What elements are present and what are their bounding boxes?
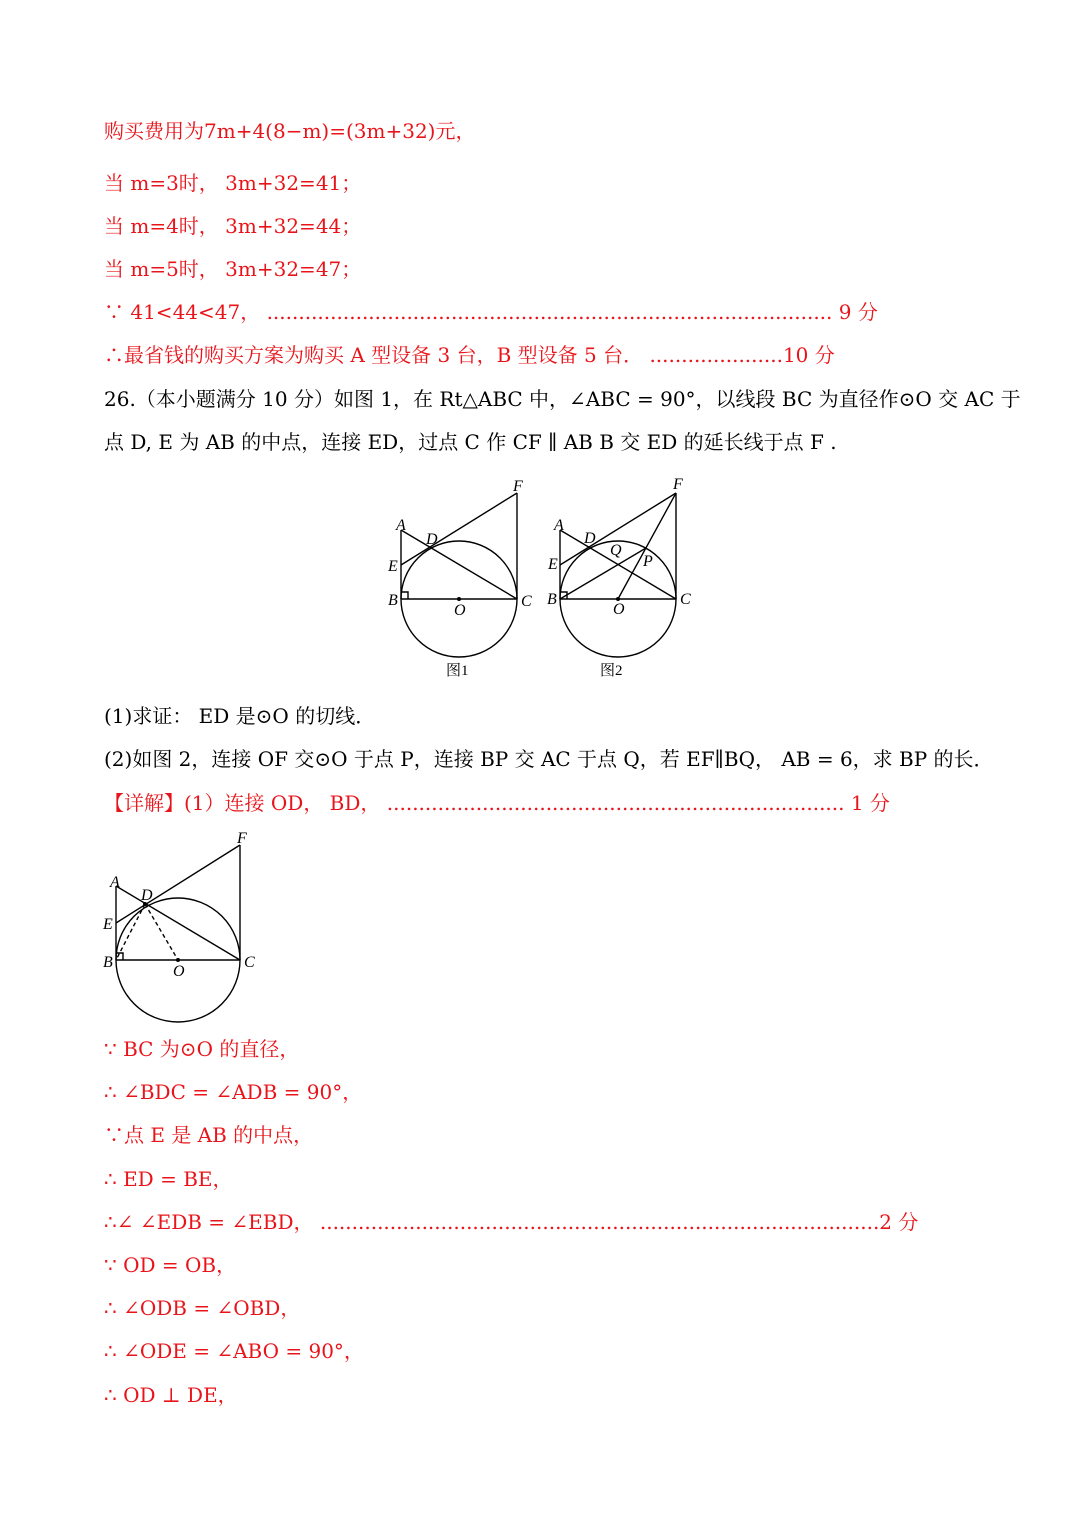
fig2-label-Q: Q bbox=[610, 542, 622, 559]
answer-line-m5: 当 m=5时， 3m+32=47； bbox=[104, 257, 362, 281]
part-1-prompt: (1)求证： ED 是⊙O 的切线． bbox=[104, 704, 376, 728]
fig2-label-B: B bbox=[547, 591, 557, 608]
answer-line-m4: 当 m=4时， 3m+32=44； bbox=[104, 214, 362, 238]
fig3-label-B: B bbox=[103, 954, 113, 971]
fig1-label-C: C bbox=[521, 593, 532, 610]
solution-step-9: ∴ OD ⊥ DE， bbox=[104, 1383, 238, 1407]
answer-line-m3: 当 m=3时， 3m+32=41； bbox=[104, 171, 362, 195]
fig2-label-D: D bbox=[584, 530, 596, 547]
fig2-label-P: P bbox=[643, 553, 653, 570]
fig1-label-D: D bbox=[426, 531, 438, 548]
fig2-label-O: O bbox=[613, 601, 625, 618]
fig2-label-F: F bbox=[673, 476, 683, 493]
fig3-label-E: E bbox=[103, 916, 113, 933]
fig2-caption: 图2 bbox=[600, 663, 623, 679]
fig1-label-O: O bbox=[454, 602, 466, 619]
question-26-line1: 26.（本小题满分 10 分）如图 1，在 Rt△ABC 中，∠ABC = 90°，以线段 BC 为直径作⊙O 交 AC 于 bbox=[104, 387, 1021, 411]
solution-step-8: ∴ ∠ODE = ∠ABO = 90°， bbox=[104, 1339, 364, 1363]
fig2-label-E: E bbox=[548, 556, 558, 573]
part-2-prompt: (2)如图 2，连接 OF 交⊙O 于点 P，连接 BP 交 AC 于点 Q，若 EF∥BQ， AB = 6，求 BP 的长． bbox=[104, 747, 994, 771]
solution-header: 【详解】(1）连接 OD， BD， ........................................................................ 1 分 bbox=[104, 791, 890, 815]
solution-step-5: ∴∠ ∠EDB = ∠EBD， ........................................................................................2 分 bbox=[104, 1210, 919, 1234]
answer-line-compare: ∵ 41<44<47， ......................................................................................... 9 分 bbox=[104, 300, 878, 324]
fig3-label-C: C bbox=[244, 954, 255, 971]
figure-1-and-2 bbox=[380, 475, 710, 685]
fig3-label-D: D bbox=[141, 887, 153, 904]
fig1-label-F: F bbox=[513, 478, 523, 495]
fig2-label-C: C bbox=[680, 591, 691, 608]
answer-line-conclusion: ∴最省钱的购买方案为购买 A 型设备 3 台，B 型设备 5 台． .....................10 分 bbox=[104, 343, 835, 367]
figure-solution bbox=[95, 825, 270, 1025]
solution-step-6: ∵ OD = OB， bbox=[104, 1253, 237, 1277]
fig1-label-E: E bbox=[388, 558, 398, 575]
fig3-label-O: O bbox=[173, 963, 185, 980]
question-26-line2: 点 D, E 为 AB 的中点，连接 ED，过点 C 作 CF ∥ AB B 交 ED 的延长线于点 F . bbox=[104, 430, 837, 454]
solution-step-3: ∵点 E 是 AB 的中点， bbox=[104, 1123, 314, 1147]
answer-line-purchase-cost: 购买费用为7m+4(8−m)=(3m+32)元， bbox=[104, 119, 476, 143]
solution-step-1: ∵ BC 为⊙O 的直径， bbox=[104, 1037, 300, 1061]
fig1-caption: 图1 bbox=[446, 663, 469, 679]
solution-step-4: ∴ ED = BE， bbox=[104, 1167, 233, 1191]
fig3-label-F: F bbox=[237, 830, 247, 847]
fig2-label-A: A bbox=[554, 517, 564, 534]
solution-step-2: ∴ ∠BDC = ∠ADB = 90°， bbox=[104, 1080, 363, 1104]
fig1-label-A: A bbox=[396, 517, 406, 534]
solution-step-7: ∴ ∠ODB = ∠OBD， bbox=[104, 1296, 301, 1320]
fig1-label-B: B bbox=[388, 592, 398, 609]
fig3-label-A: A bbox=[110, 874, 120, 891]
